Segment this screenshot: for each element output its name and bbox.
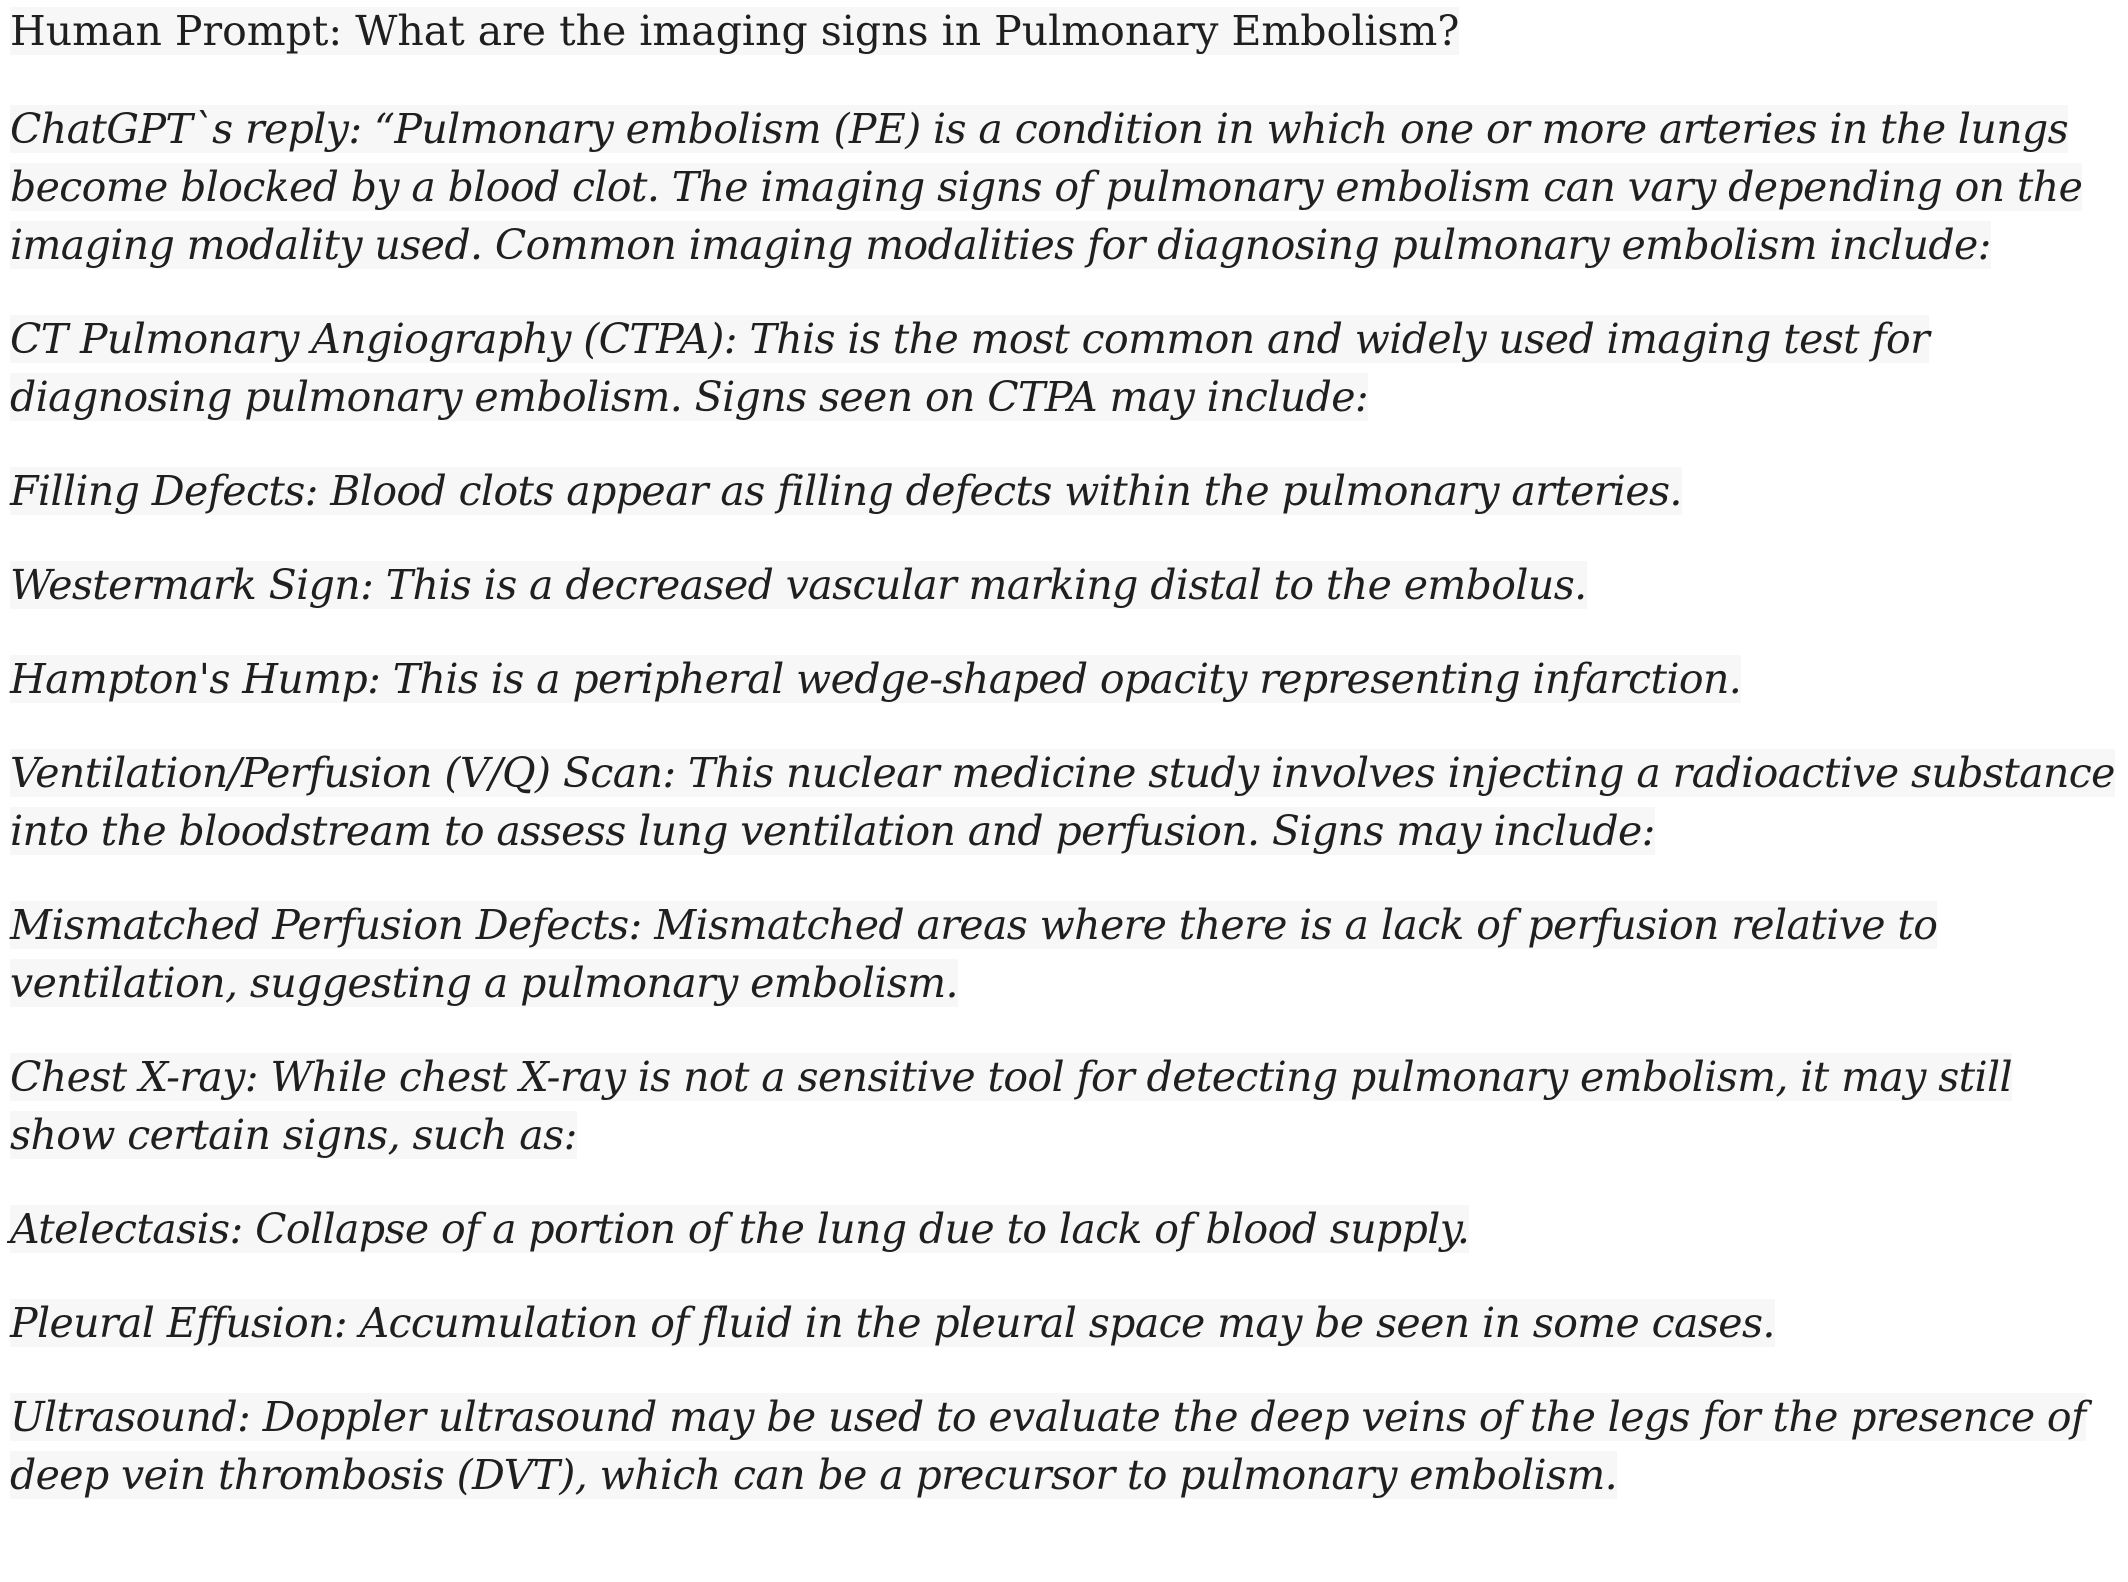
- paragraph-text: Ultrasound: Doppler ultrasound may be used to evaluate the deep veins of the legs for the presence of deep vein thrombosis (DVT), which can be a precursor to pulmonary embolism.: [10, 1393, 2086, 1499]
- paragraph-text: Ventilation/Perfusion (V/Q) Scan: This nuclear medicine study involves injecting a radioactive substance into the bloodstream to assess lung ventilation and perfusion. Signs may include:: [10, 749, 2115, 855]
- paragraph-text: Westermark Sign: This is a decreased vascular marking distal to the embolus.: [10, 561, 1587, 609]
- filling-defects-paragraph: [10, 462, 2120, 520]
- paragraph-text: Filling Defects: Blood clots appear as filling defects within the pulmonary arteries.: [10, 467, 1682, 515]
- paragraph-text: Mismatched Perfusion Defects: Mismatched areas where there is a lack of perfusion relative to ventilation, suggesting a pulmonary embolism.: [10, 901, 1938, 1007]
- westermark-sign-paragraph: [10, 556, 2120, 614]
- chest-xray-paragraph: [10, 1048, 2120, 1164]
- paragraph-text: Pleural Effusion: Accumulation of fluid in the pleural space may be seen in some cases.: [10, 1299, 1775, 1347]
- reply-intro-paragraph: [10, 100, 2120, 274]
- mismatched-perfusion-paragraph: [10, 896, 2120, 1012]
- paragraph-text: Chest X-ray: While chest X-ray is not a sensitive tool for detecting pulmonary embolism, it may still show certain signs, such as:: [10, 1053, 2013, 1159]
- ctpa-paragraph: [10, 310, 2120, 426]
- vq-scan-paragraph: [10, 744, 2120, 860]
- paragraph-text: CT Pulmonary Angiography (CTPA): This is the most common and widely used imaging test for diagnosing pulmonary embolism. Signs seen on CTPA may include:: [10, 315, 1930, 421]
- ultrasound-paragraph: [10, 1388, 2120, 1504]
- paragraph-text: Hampton's Hump: This is a peripheral wedge-shaped opacity representing infarction.: [10, 655, 1742, 703]
- hamptons-hump-paragraph: [10, 650, 2120, 708]
- document-body: [10, 2, 2120, 1540]
- paragraph-text: ChatGPT`s reply: “Pulmonary embolism (PE) is a condition in which one or more arteries in the lungs become blocked by a blood clot. The imaging signs of pulmonary embolism can vary depending on the imaging modality used. Common imaging modalities for diagnosing pulmonary embolism include:: [10, 105, 2083, 269]
- human-prompt-text: Human Prompt: What are the imaging signs in Pulmonary Embolism?: [10, 7, 1460, 55]
- paragraph-text: Atelectasis: Collapse of a portion of the lung due to lack of blood supply.: [10, 1205, 1470, 1253]
- human-prompt: [10, 2, 2120, 60]
- atelectasis-paragraph: [10, 1200, 2120, 1258]
- pleural-effusion-paragraph: [10, 1294, 2120, 1352]
